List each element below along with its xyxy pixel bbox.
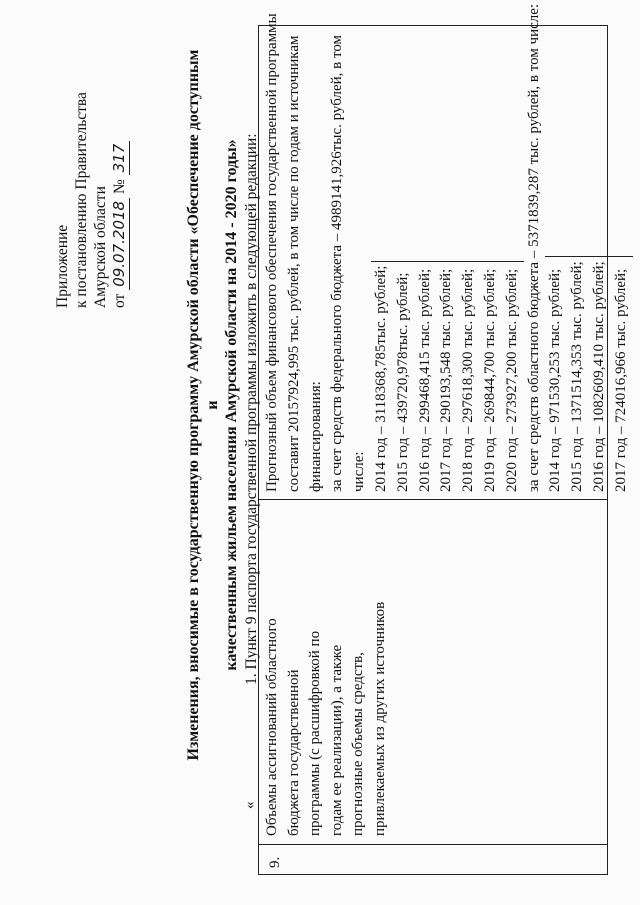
value-line: числе: [351,451,368,492]
appendix-resolution: к постановлению Правительства [73,92,90,308]
federal-year-item: 2016 год – 299468,415 тыс. рублей; [415,261,437,492]
row-name-cell [259,499,607,844]
value-line: финансирования: [307,381,324,492]
federal-year-item: 2019 год – 269844,700 тыс. рублей; [480,261,502,492]
opening-quote: « [242,801,258,809]
regional-year-item: 2016 год – 1082609,410 тыс. рублей; [589,256,611,492]
handwritten-date: 09.07.2018 [110,198,130,290]
federal-years-list [371,261,524,492]
title-line-1: Изменения, вносимые в государственную программу Амурской области «Обеспечение доступным и [185,49,221,761]
number-prefix: № [111,179,128,195]
appendix-region: Амурской области [92,186,109,308]
appendix-title: Приложение [54,224,71,308]
federal-year-item: 2020 год – 273927,200 тыс. рублей; [502,261,524,492]
title-line-2: качественным жильем населения Амурской области на 2014 - 2020 годы» [223,139,240,671]
date-prefix: от [111,293,128,308]
regional-year-item: 2017 год – 724016,966 тыс. рублей; [611,256,633,492]
federal-year-item: 2015 год – 439720,978тыс. рублей; [393,261,415,492]
regional-year-item: 2014 год – 971530,253 тыс. рублей; [545,256,567,492]
federal-year-item: 2014 год – 3118368,785тыс. рублей; [371,261,393,492]
document-title [184,45,241,765]
row-number-cell: 9. [259,844,607,874]
federal-year-item: 2017 год – 290193,548 тыс. рублей; [436,261,458,492]
name-line: прогнозные объемы средств, [350,652,366,836]
handwritten-number: 317 [110,141,130,176]
regional-heading: за счет средств областного бюджета – 5371839,287 тыс. рублей, в том числе: [525,3,542,492]
regional-years-list [545,256,632,492]
value-line: Прогнозный объем финансового обеспечения государственной программы [264,13,280,492]
passport-table [258,3,629,875]
name-line: привлекаемых из других источников [371,601,388,836]
value-line: за счет средств федерального бюджета – 4989141,926тыс. рублей, в том [329,34,346,492]
appendix-block [53,92,130,308]
name-line: бюджета государственной [285,669,302,836]
regional-year-item: 2015 год – 1371514,353 тыс. рублей; [567,256,589,492]
name-line: Объемы ассигнований областного [264,618,280,836]
value-line: составит 20157924,995 тыс. рублей, в том числе по годам и источникам [285,35,302,492]
row-value-cell [259,3,629,499]
name-line: годам ее реализации), а также [328,644,345,836]
intro-paragraph: 1. Пункт 9 паспорта государственной программы изложить в следующей редакции: [243,133,260,685]
appendix-date-line [110,92,130,308]
name-line: программы (с расшифровкой по [307,630,323,836]
federal-year-item: 2018 год – 297618,300 тыс. рублей; [458,261,480,492]
